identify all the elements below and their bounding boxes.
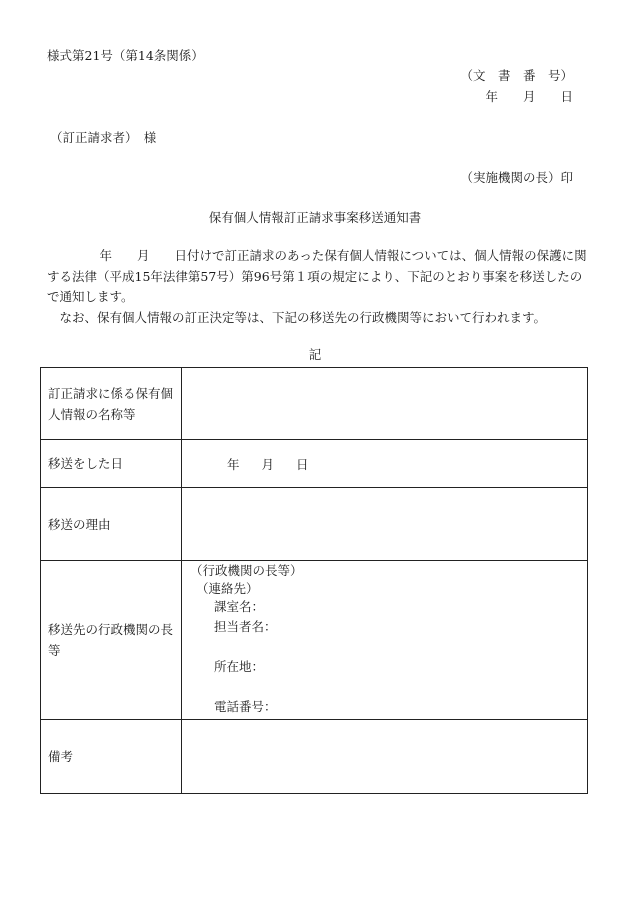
destination-contact: （連絡先）	[196, 581, 259, 596]
remarks-label: 備考	[41, 720, 182, 794]
table-row	[41, 561, 588, 720]
notice-body	[47, 246, 587, 328]
destination-address: 所在地：	[214, 659, 265, 674]
destination-section: 課室名：	[214, 599, 265, 614]
transfer-reason-label: 移送の理由	[41, 488, 182, 561]
transfer-details-table	[40, 367, 588, 794]
destination-person: 担当者名：	[214, 619, 277, 634]
issuer-name: （実施機関の長）印	[460, 170, 573, 185]
transfer-date-label: 移送をした日	[41, 440, 182, 488]
destination-label: 移送先の行政機関の長等	[41, 561, 182, 720]
transfer-year: 年	[227, 456, 240, 472]
table-row	[41, 368, 588, 440]
transfer-day: 日	[296, 456, 309, 472]
form-number: 様式第21号（第14条関係）	[47, 48, 204, 63]
transfer-month: 月	[261, 456, 275, 472]
destination-phone: 電話番号：	[214, 699, 277, 714]
destination-value	[182, 561, 588, 720]
document-number: （文 書 番 号）	[460, 68, 573, 83]
destination-head: （行政機関の長等）	[190, 563, 303, 578]
remarks-value	[182, 720, 588, 794]
table-row	[41, 488, 588, 561]
transfer-date-value	[182, 440, 588, 488]
record-name-label: 訂正請求に係る保有個人情報の名称等	[41, 368, 182, 440]
ki-heading: 記	[308, 347, 322, 362]
document-title: 保有個人情報訂正請求事案移送通知書	[208, 210, 422, 225]
transfer-reason-value	[182, 488, 588, 561]
body-paragraph-1: 年 月 日付けで訂正請求のあった保有個人情報については、個人情報の保護に関する法律（平成15年法律第57号）第96号第１項の規定により、下記のとおり事案を移送したので通知します。	[47, 248, 587, 304]
issue-date: 年 月 日	[485, 89, 573, 104]
table-row	[41, 440, 588, 488]
table-row	[41, 720, 588, 794]
record-name-value	[182, 368, 588, 440]
requester-name: （訂正請求者） 様	[50, 130, 157, 145]
body-paragraph-2: なお、保有個人情報の訂正決定等は、下記の移送先の行政機関等において行われます。	[59, 309, 547, 325]
